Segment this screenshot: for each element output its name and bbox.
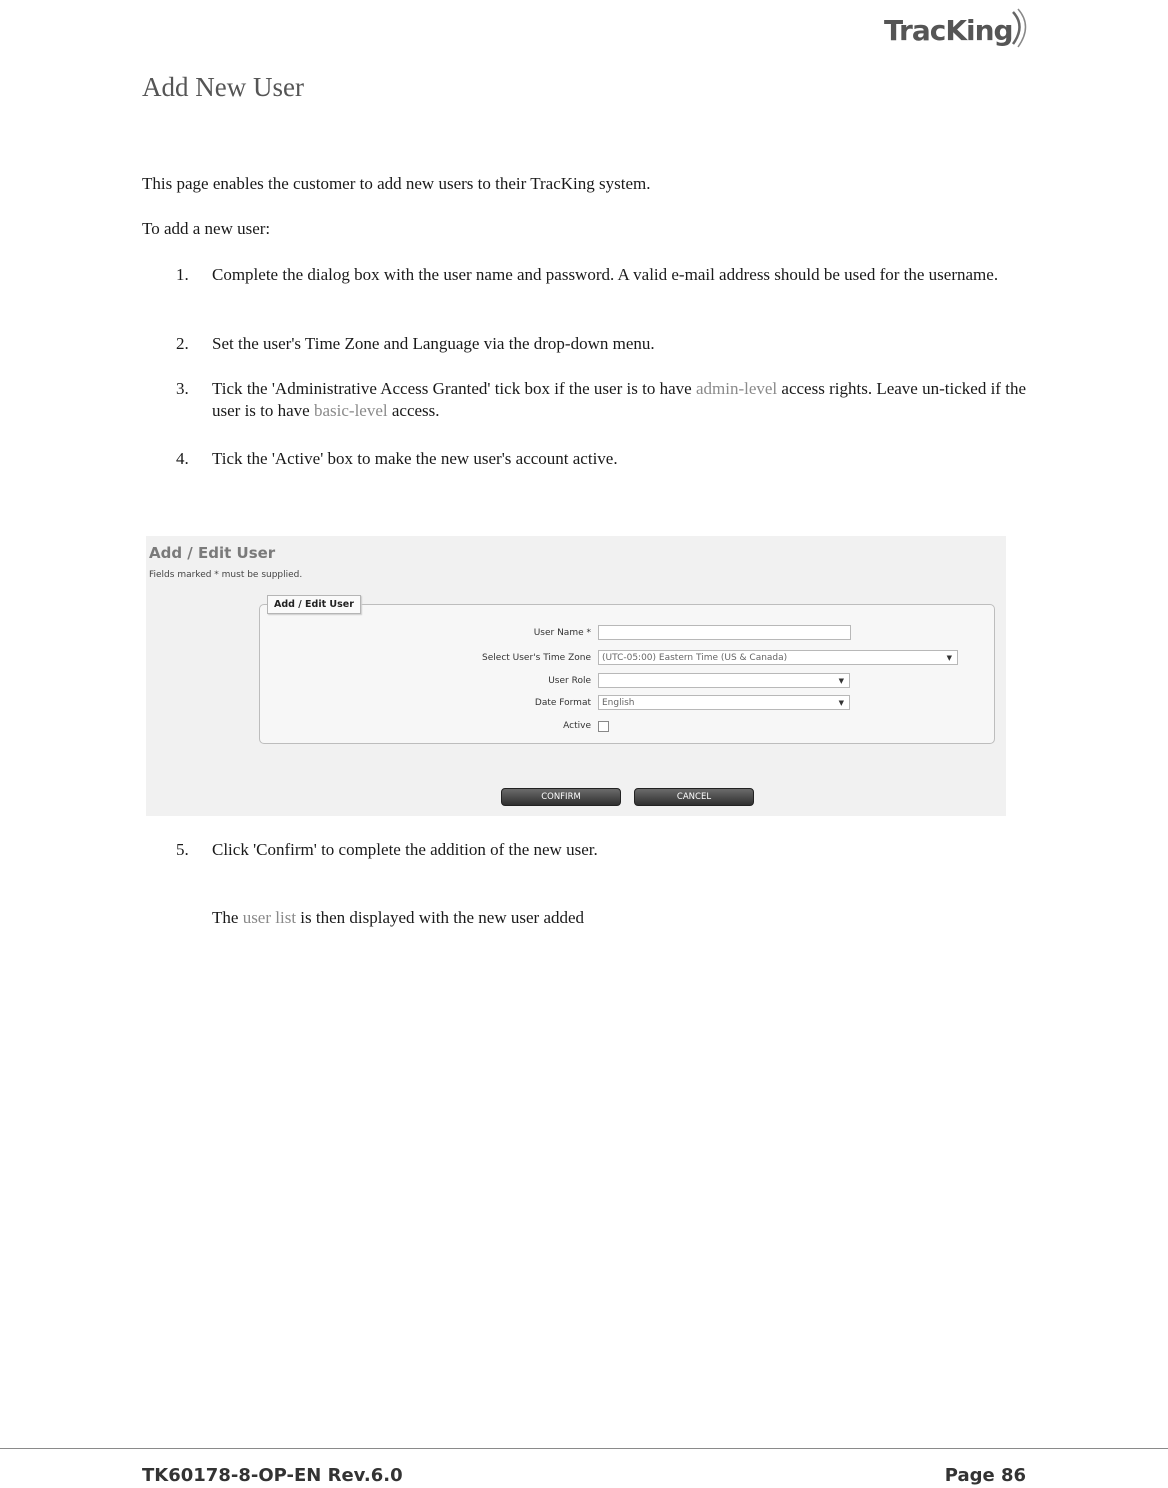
step-4 [142,448,1026,470]
step-number: 1. [176,265,189,284]
chevron-down-icon: ▼ [946,654,952,662]
step-text-part: access rights. Leave un-ticked if the user is to have [212,379,1026,420]
date-format-select[interactable] [598,695,850,710]
step-text-part: Tick the 'Administrative Access Granted' tick box if the user is to have [212,379,696,398]
closing-text: is then displayed with the new user added [296,908,585,927]
step-number: 4. [176,449,189,468]
step-number: 5. [176,840,189,859]
basic-level-link[interactable]: basic-level [313,401,388,420]
step-text-part: access. [387,401,440,420]
add-edit-user-screenshot [146,536,1006,816]
time-zone-value: (UTC-05:00) Eastern Time (US & Canada) [602,653,788,663]
step-text: Complete the dialog box with the user name and password. A valid e-mail address should be used for the username. [212,265,999,284]
step-number: 2. [176,334,189,353]
step-2 [142,333,1026,355]
page-number: Page 86 [944,1465,1026,1486]
confirm-button[interactable]: CONFIRM [501,788,621,806]
active-label: Active [563,721,591,731]
time-zone-select[interactable] [598,650,958,665]
page-title: Add New User [142,72,304,102]
intro-paragraph: This page enables the customer to add new users to their TracKing system. [142,174,651,193]
required-fields-note: Fields marked * must be supplied. [149,570,303,580]
cancel-button[interactable]: CANCEL [634,788,754,806]
fieldset-legend-tab[interactable]: Add / Edit User [267,595,361,614]
active-checkbox[interactable] [598,721,609,732]
document-id: TK60178-8-OP-EN Rev.6.0 [142,1465,403,1486]
step-text: Set the user's Time Zone and Language via the drop-down menu. [212,334,655,353]
step-text: Tick the 'Active' box to make the new user's account active. [212,449,618,468]
user-name-input[interactable] [598,625,851,640]
lead-paragraph: To add a new user: [142,219,271,238]
user-role-select[interactable] [598,673,850,688]
step-5 [142,839,1026,861]
date-format-value: English [602,698,635,708]
user-name-label: User Name * [533,628,591,638]
logo-wordmark: TracKing [884,14,1013,47]
chevron-down-icon: ▼ [838,677,844,685]
step-1 [142,264,1026,286]
closing-text: The [212,908,243,927]
user-role-label: User Role [548,676,591,686]
closing-paragraph [212,907,584,929]
chevron-down-icon: ▼ [838,699,844,707]
dialog-title: Add / Edit User [149,544,276,562]
tracking-logo [880,6,1030,52]
signal-arc-icon [880,6,1030,52]
time-zone-label: Select User's Time Zone [482,653,591,663]
step-text [212,378,1026,422]
user-list-link[interactable]: user list [242,908,297,927]
step-text: Click 'Confirm' to complete the addition of the new user. [212,840,598,859]
admin-level-link[interactable]: admin-level [695,379,778,398]
step-number: 3. [176,379,189,398]
date-format-label: Date Format [534,698,591,708]
step-3 [142,378,1026,422]
footer-divider [0,1448,1168,1449]
